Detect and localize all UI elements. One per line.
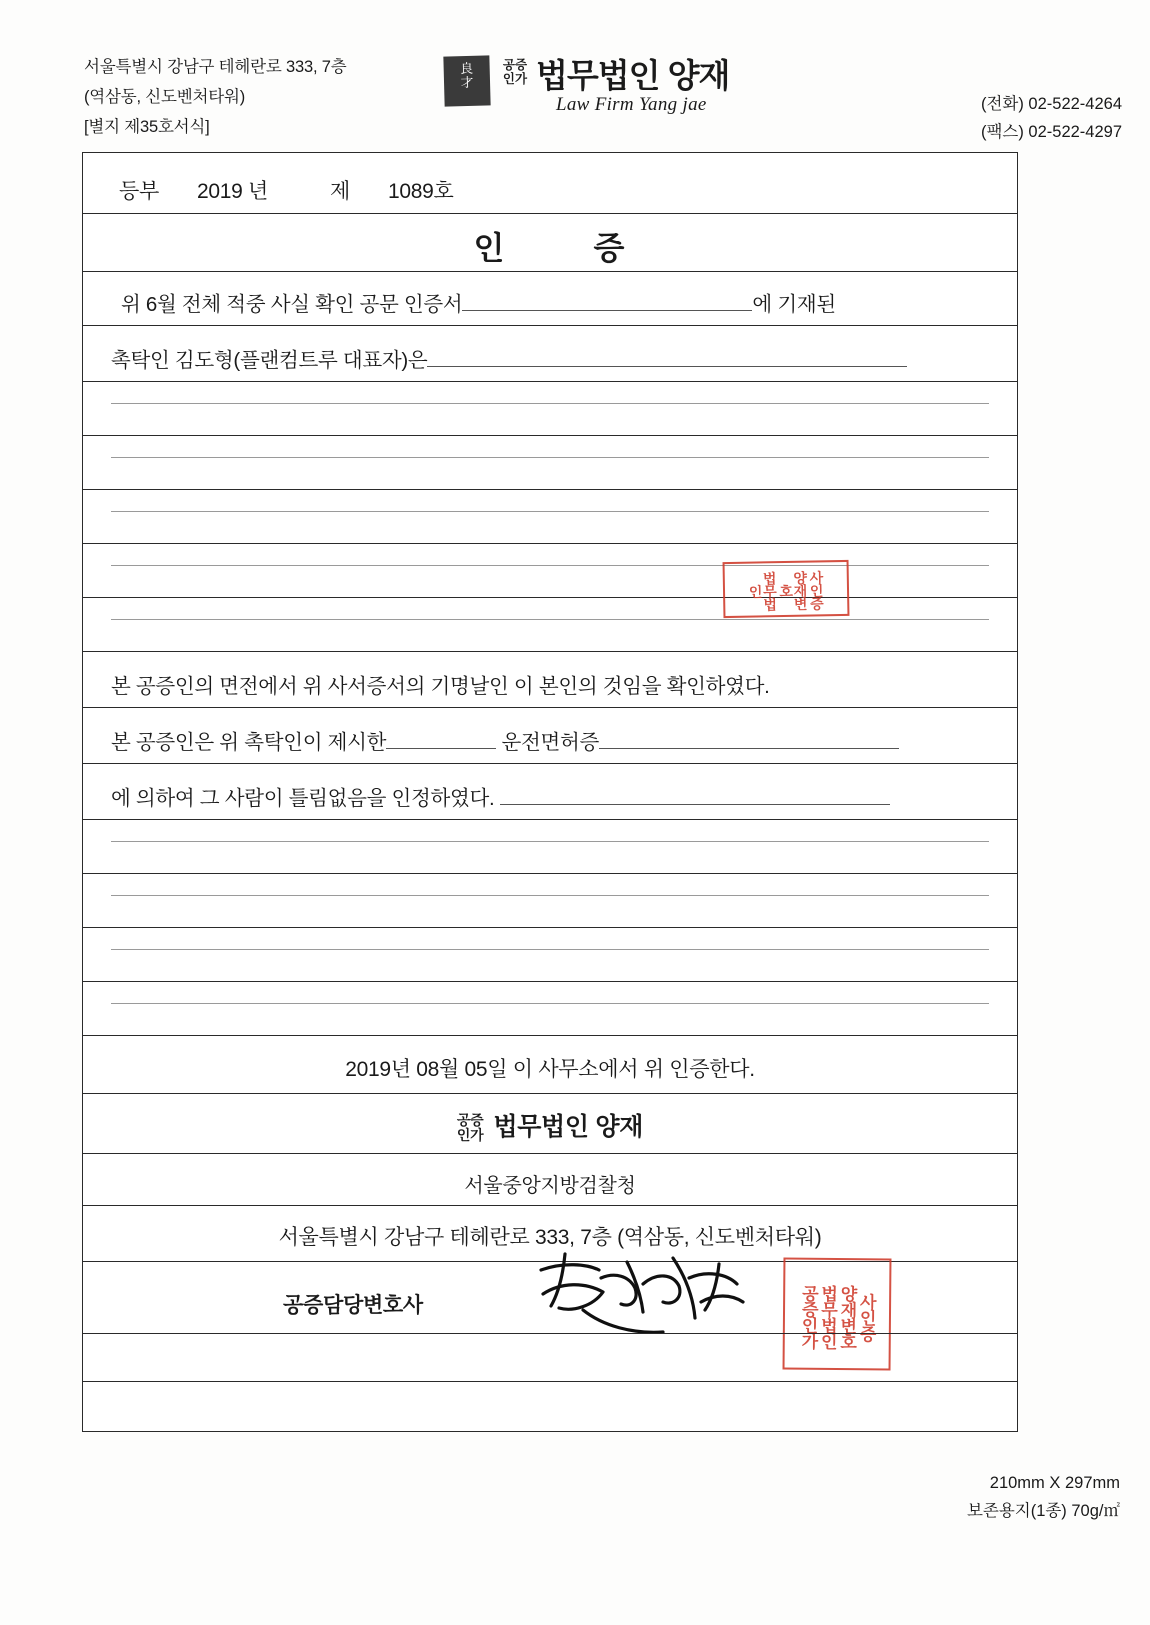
blank-rule-9 [111, 1003, 989, 1004]
logo-stamp-char-1: 良 [459, 60, 474, 77]
body-line-4-document: 운전면허증 [501, 731, 600, 754]
seal-large-col-3: 양재변호 [837, 1284, 857, 1349]
notary-lawyer-label: 공증담당변호사 [283, 1294, 423, 1317]
divider-3 [83, 325, 1017, 326]
blank-rule-2 [111, 457, 989, 458]
document-footer [967, 1469, 1120, 1525]
divider-8 [83, 597, 1017, 598]
register-no-label: 제 [330, 180, 351, 203]
firm-name-english: Law Firm Yang jae [556, 94, 707, 115]
logo-badge [498, 58, 532, 86]
seal-large-col-2: 법무법인 [817, 1284, 838, 1349]
firm-name-korean: 법무법인 양재 [536, 57, 730, 94]
body-line-4 [111, 725, 899, 755]
paper-size: 210mm X 297mm [989, 1474, 1120, 1492]
divider-19 [83, 1205, 1017, 1206]
body-line-1 [121, 287, 836, 317]
divider-21 [83, 1333, 1017, 1334]
divider-22 [83, 1381, 1017, 1382]
divider-1 [83, 213, 1017, 214]
body-line-4-prefix: 본 공증인은 위 촉탁인이 제시한 [111, 731, 387, 754]
body-line-1-prefix: 위 6월 전체 적중 사실 확인 공문 인증서 [121, 293, 463, 316]
divider-11 [83, 763, 1017, 764]
seal-large-col-1: 공증인가 [798, 1284, 818, 1349]
divider-6 [83, 489, 1017, 490]
certificate-frame [82, 152, 1018, 1432]
seal-large-col-4: 사인증 [856, 1292, 876, 1341]
address-line-1: 서울특별시 강남구 테헤란로 333, 7층 [84, 58, 347, 76]
blank-rule-6 [111, 841, 989, 842]
blank-rule-5 [111, 619, 989, 620]
authority-line: 서울중앙지방검찰청 [464, 1175, 636, 1197]
address-line-2: (역삼동, 신도벤처타워) [84, 88, 246, 106]
divider-2 [83, 271, 1017, 272]
divider-14 [83, 927, 1017, 928]
firm-tag [457, 1113, 483, 1143]
paper-spec: 보존용지(1종) 70g/㎡ [966, 1502, 1120, 1520]
firm-address-line: 서울특별시 강남구 테헤란로 333, 7층 (역삼동, 신도벤처타워) [278, 1226, 822, 1249]
register-year: 2019 년 [196, 180, 269, 203]
divider-9 [83, 651, 1017, 652]
registration-line [119, 175, 454, 205]
body-line-1-suffix: 에 기재된 [752, 293, 836, 316]
firm-logo [444, 48, 744, 134]
divider-15 [83, 981, 1017, 982]
body-line-2-text: 촉탁인 김도형(플랜컴트루 대표자)은 [111, 349, 428, 372]
fax-number: (팩스) 02-522-4297 [980, 123, 1122, 141]
seal-small-col-2: 양재변호 [778, 570, 809, 610]
blank-rule-4 [111, 565, 989, 566]
logo-stamp-icon [443, 55, 490, 106]
logo-stamp-char-2: 才 [460, 74, 474, 90]
divider-13 [83, 873, 1017, 874]
firm-signature-line [83, 1107, 1017, 1143]
body-line-5 [111, 781, 890, 811]
document-title: 인 증 [473, 230, 627, 266]
firm-name-signature: 법무법인 양재 [493, 1113, 644, 1141]
contact-block [981, 90, 1122, 146]
document-header [84, 52, 1122, 152]
divider-7 [83, 543, 1017, 544]
divider-5 [83, 435, 1017, 436]
divider-17 [83, 1093, 1017, 1094]
seal-small-col-3: 사인증 [808, 570, 826, 610]
certification-date-line: 2019년 08월 05일 이 사무소에서 위 인증한다. [345, 1058, 755, 1081]
register-number: 1089호 [388, 180, 454, 203]
notary-seal-large [783, 1258, 892, 1371]
register-label: 등부 [119, 180, 159, 203]
logo-badge-line-1: 공증 [502, 58, 528, 72]
logo-badge-line-2: 인가 [502, 72, 528, 86]
firm-tag-line-1: 공증 [456, 1112, 484, 1129]
notary-seal-small [723, 560, 850, 618]
form-number: [별지 제35호서식] [84, 118, 210, 136]
divider-16 [83, 1035, 1017, 1036]
divider-18 [83, 1153, 1017, 1154]
blank-rule-7 [111, 895, 989, 896]
body-line-2 [111, 343, 907, 373]
blank-rule-8 [111, 949, 989, 950]
phone-number: (전화) 02-522-4264 [980, 95, 1122, 113]
seal-small-col-1: 법무법인 [747, 571, 779, 611]
blank-rule-3 [111, 511, 989, 512]
body-line-5-text: 에 의하여 그 사람이 틀림없음을 인정하였다. [111, 787, 495, 810]
divider-10 [83, 707, 1017, 708]
sender-address-block [84, 52, 346, 142]
divider-4 [83, 381, 1017, 382]
firm-tag-line-2: 인가 [456, 1127, 484, 1144]
blank-rule-1 [111, 403, 989, 404]
body-line-3: 본 공증인의 면전에서 위 사서증서의 기명날인 이 본인의 것임을 확인하였다. [111, 675, 770, 698]
divider-12 [83, 819, 1017, 820]
